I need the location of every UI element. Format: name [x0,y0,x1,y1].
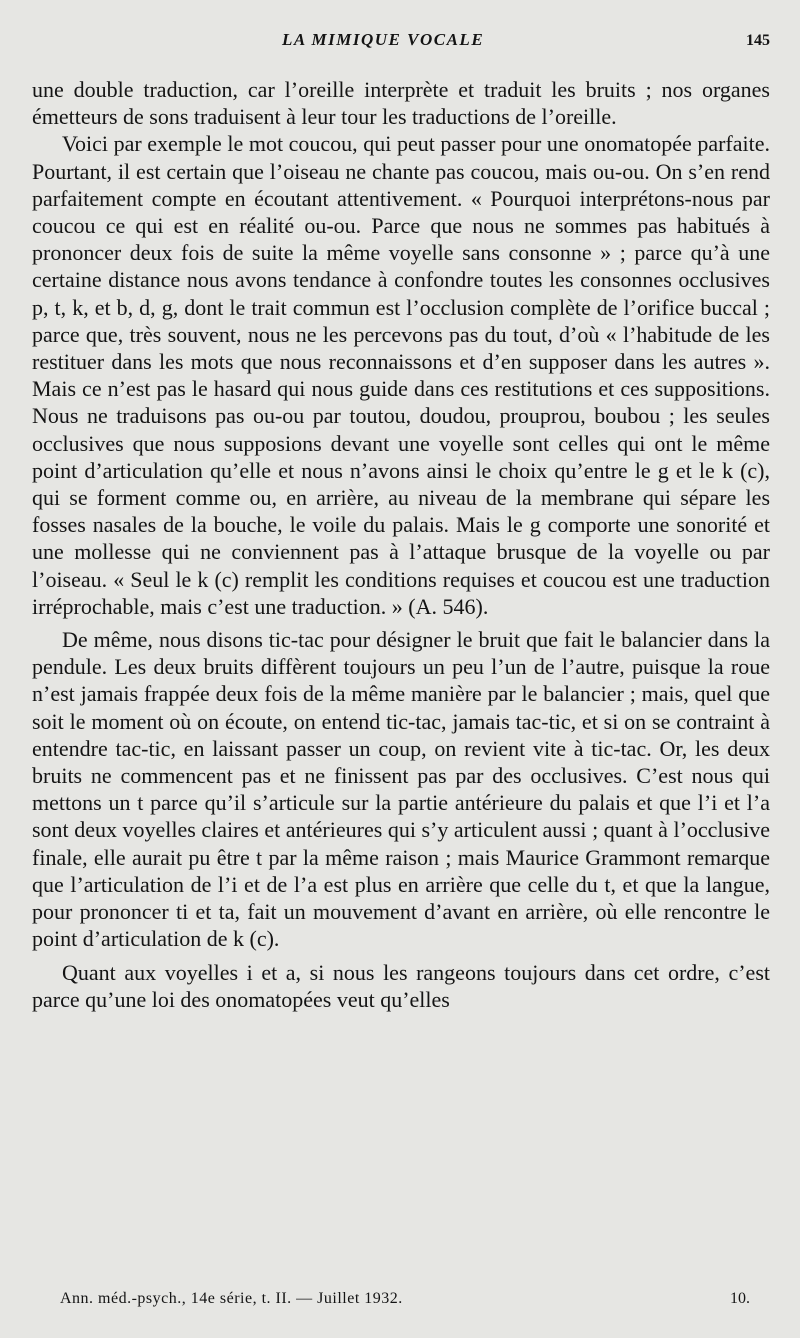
paragraph-continued: une double traduction, car l’oreille interprète et traduit les bruits ; nos organes émetteurs de sons traduisent à leur tour les traductions de l’oreille. [32,77,770,130]
footer-citation: Ann. méd.-psych., 14e série, t. II. — Juillet 1932. [60,1290,403,1307]
paragraph-coucou: Voici par exemple le mot coucou, qui peut passer pour une onomatopée parfaite. Pourtant, il est certain que l’oiseau ne chante pas coucou, mais ou-ou. On s’en rend parfaitement compte en écoutant attentivement. « Pourquoi interprétons-nous par coucou ce qui est en réalité ou-ou. Parce que nous ne sommes pas habitués à prononcer deux fois de suite la même voyelle sans consonne » ; parce qu’à une certaine distance nous avons tendance à confondre toutes les consonnes occlusives p, t, k, et b, d, g, dont le trait commun est l’occlusion complète de l’orifice buccal ; parce que, très souvent, nous ne les percevons pas du tout, d’où « l’habitude de les restituer dans les mots que nous reconnaissons et d’en supposer dans les autres ». Mais ce n’est pas le hasard qui nous guide dans ces restitutions et ces suppositions. Nous ne traduisons pas ou-ou par toutou, doudou, prouprou, boubou ; les seules occlusives que nous supposions devant une voyelle sont celles qui ont le même point d’articulation qu’elle et nous n’avons ainsi le choix qu’entre le g et le k (c), qui se forment comme ou, en arrière, au niveau de la membrane qui sépare les fosses nasales de la bouche, le voile du palais. Mais le g comporte une sonorité et une mollesse qui ne conviennent pas à l’attaque brusque de la voyelle ou par l’oiseau. « Seul le k (c) remplit les conditions requises et coucou est une traduction irréprochable, mais c’est une traduction. » (A. 546). [32,131,770,619]
footer-signature: 10. [730,1290,750,1307]
paragraph-tic-tac: De même, nous disons tic-tac pour désigner le bruit que fait le balancier dans la pendule. Les deux bruits diffèrent toujours un peu l’un de l’autre, puisque la roue n’est jamais frappée deux fois de la même manière par le balancier ; mais, quel que soit le moment où on écoute, on entend tic-tac, jamais tac-tic, et si on se contraint à entendre tac-tic, en laissant passer un coup, on revient vite à tic-tac. Or, les deux bruits ne commencent pas et ne finissent pas par des occlusives. C’est nous qui mettons un t parce qu’il s’articule sur la partie antérieure du palais et que l’i et l’a sont deux voyelles claires et antérieures qui s’y articulent aussi ; quant à l’occlusive finale, elle aurait pu être t par la même raison ; mais Maurice Grammont remarque que l’articulation de l’i et de l’a est plus en arrière que celle du t, et que la langue, pour prononcer ti et ta, fait un mouvement d’avant en arrière, où elle rencontre le point d’articulation de k (c). [32,627,770,952]
running-title: LA MIMIQUE VOCALE [282,30,485,49]
page-number: 145 [746,32,770,49]
paragraph-voyelles: Quant aux voyelles i et a, si nous les rangeons toujours dans cet ordre, c’est parce qu’une loi des onomatopées veut qu’elles [32,959,770,1012]
running-header [32,28,772,58]
body-text [32,76,770,1013]
